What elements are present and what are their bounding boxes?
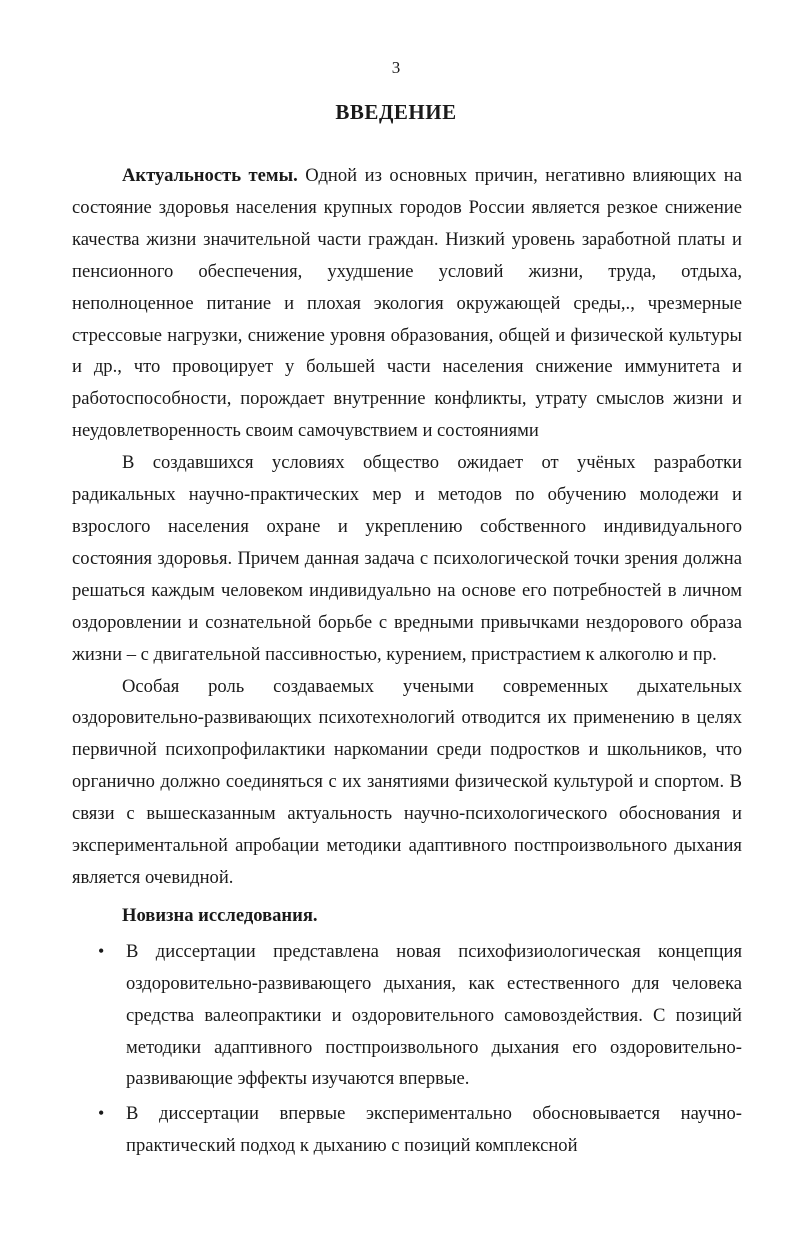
novelty-heading: Новизна исследования. (122, 904, 318, 926)
relevance-paragraph (72, 160, 742, 447)
relevance-text: Одной из основных причин, негативно влияющих на состояние здоровья населения крупных городов России является резкое снижение качества жизни значительной части граждан. Низкий уровень заработной платы и пенсионного обеспечения, ухудшение условий жизни, труда, отдыха, неполноценное питание и плохая экология окружающей среды,., чрезмерные стрессовые нагрузки, снижение уровня образования, общей и физической культуры и др., что провоцирует у большей части населения снижение иммунитета и работоспособности, порождает внутренние конфликты, утрату смыслов жизни и неудовлетворенность своим самочувствием и состояниями (72, 165, 742, 442)
list-item-text: В диссертации впервые экспериментально обосновывается научно-практический подход к дыханию с позиций комплексной (126, 1103, 742, 1157)
document-body (72, 160, 742, 1162)
page-title: ВВЕДЕНИЕ (335, 100, 457, 124)
relevance-lead: Актуальность темы. (122, 165, 298, 186)
list-item-text: В диссертации представлена новая психофизиологическая концепция оздоровительно-развивающего дыхания, как естественного для человека средства валеопрактики и оздоровительного самовоздействия. С позиций методики адаптивного постпроизвольного дыхания его оздоровительно-развивающие эффекты изучаются впервые. (126, 940, 742, 1090)
bullet-icon: • (98, 940, 105, 961)
list-item (72, 1098, 742, 1162)
special-role-paragraph: Особая роль создаваемых учеными современных дыхательных оздоровительно-развивающих психотехнологий отводится их применению в целях первичной психопрофилактики наркомании среди подростков и школьников, что органично должно соединяться с их занятиями физической культурой и спортом. В связи с вышесказанным актуальность научно-психологического обоснования и экспериментальной апробации методики адаптивного постпроизвольного дыхания является очевидной. (72, 675, 742, 888)
novelty-list (72, 936, 742, 1162)
page-number: 3 (391, 58, 401, 77)
bullet-icon: • (98, 1103, 105, 1124)
list-item (72, 936, 742, 1096)
conditions-paragraph: В создавшихся условиях общество ожидает от учёных разработки радикальных научно-практических мер и методов по обучению молодежи и взрослого населения охране и укреплению собственного индивидуального состояния здоровья. Причем данная задача с психологической точки зрения должна решаться каждым человеком индивидуально на основе его потребностей в личном оздоровлении и сознательной борьбе с вредными привычками нездорового образа жизни – с двигательной пассивностью, курением, пристрастием к алкоголю и пр. (72, 452, 742, 665)
